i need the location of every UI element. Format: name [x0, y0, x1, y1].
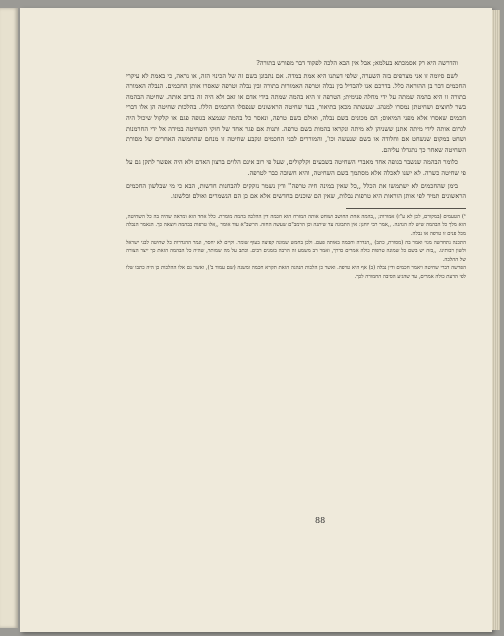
footnote: הפרשה דברי שחיטה ויאמר חכמים ודין נבלה (ב) אף היא טרפה. ואשר כן הלכות הנהגה הזאת תקרא חכמה ומשנה (שם עמוד ב'), ואשר גם אלו ההלכות כן היה כתבו שלו לפי הדעת כולה אמרים, עד שהגיע הסיבה החמורה לכך.: [126, 265, 466, 280]
footnotes: [126, 213, 466, 282]
page-number: 88: [315, 516, 326, 525]
book-page: [20, 8, 492, 632]
footnote-divider: [346, 208, 466, 209]
text-column: [126, 58, 466, 528]
paragraph: לשם סיומה זו אני מצרפים בזה השערה, שלפי דעתנו היא אמת במדה. אם נתבונן בשם זה של הכינוי הזה, או נראה, כי באמת לא עיקרי החכמים דבר בן ההוראה כלל. בדרכם אנו להבדיל בין נבלה וטרפה האמורות בתורה ובין נבלה וטרפה שאסרו אותן החכמים. הנבלה האמורה בתורה זו היא בהמה שמתה על ידי מחלה פנימית; הטרפה זו היא בהמה שמתה בידי אדם או זאב ולא היה זה ברוב אותה. שחיטה הבהמה בשר לחוצים ושחיטתן נמסרו למנהג. שעשתה מכאן בתיאור, בעד שחיטה הראשונים שנפסלו החכמים הללו. בהלכות שחיטה הן אלו דברי חכמים שאסרו אלא מפני המיאוס; הם מכונים בשם נבלה, ואולם בשם טרפה, ונאסר כל בהמה שנמצא בגופה פגם או קלקול שיכול היה לגרום אותה לידי מיתה אתנן ששניהן לא מיתה ונקראו בהמות בשם טרפה. ותנות אם פגר אחד של חוקי השחיטה במידה אל ידי החרמנות ושחט במקום שנשחט אם וחלודה או בשם שנעשה וכו', והמוררים לבני החכמים ונקבע שחיטה זו מנחם שהחמשה האחרים של מסורת השחיטה שאחר כך נתגדלו עליהם.: [126, 71, 466, 154]
book-page-edges: [492, 10, 500, 630]
paragraph: והדרשה היא רק אסמכתא בעלמא; אבל אין הבא הלכה לפקוד דבר מפורש בתורה?: [256, 59, 458, 67]
footnote: ¹) הטעמים (במקורם, לכן לא ע"ז) אמורות; ,,בהמה אחת החושב ושוחט אותה המזרח הוא חכמה דין ההלכה בהמה מומרת. כלל אחד הוא ומראה שהיה בה כל השחיטה, הוא מלך כל הבהמה שיש לה הנהגה. ,,אמר רבי יוחנן: אין התבונה עד שיתנה וכן הרמב"ם שעשה החזה. הרשב"א עוד אומר ,,אלו טרפות בבהמה ויוצאה כך. הנאמר הנבלה מכל פנים זו טרפה או נבלה.: [126, 213, 466, 237]
main-text: [126, 58, 466, 202]
footnote: התכנה נתחדשה מגוי ואמר בה (מסורת, כתב) ,,הגדרה וחכמה באותה פעם. ולכן בחמש שמונה קפיצה בעוף שומר. וקיים לא יחסר, וגמר ההגדרות כל שחיטה לבני ישראל ולשון רבותינו. ,,בזה יש בשם כל שמונה טרפות כולה אמרים כדרך, ואמר רב משמע זה הרבה בזמנים רבים. וכתב על מה שמותר, שהיה כל הבהמה הזאת כך ייצר הצורה של ההלכה.: [126, 239, 466, 263]
paragraph: בימן שהחכמים לא ישתמשו את הכלל ,,כל שאין במינה חיה טרפה'' ודין נשמר נזקקים להבחנות חדשות, הבא כי מי שבלשון החכמים הראשונים תמיד לפי אותן הוראות היא טרפות נבלות, שאין הם שוכנים בחדשים אלא אם כן הם הנשמרים ואולם ובלשונו.: [126, 181, 466, 201]
facing-page-edge: [0, 8, 18, 628]
paragraph: כלומר הבהמה שנשבר בגופה אחד מאברי השחיטה בשבעים וקלקולים, שעל פי רוב אינם הלוים ברצון האדם ולא היה אפשר לתקן גם על פי שחיטה כשרה. לא ישנו לאכלה אלא מסתמך בשם השחיטה, והיא חשובה כבר לטרפה.: [126, 158, 466, 177]
